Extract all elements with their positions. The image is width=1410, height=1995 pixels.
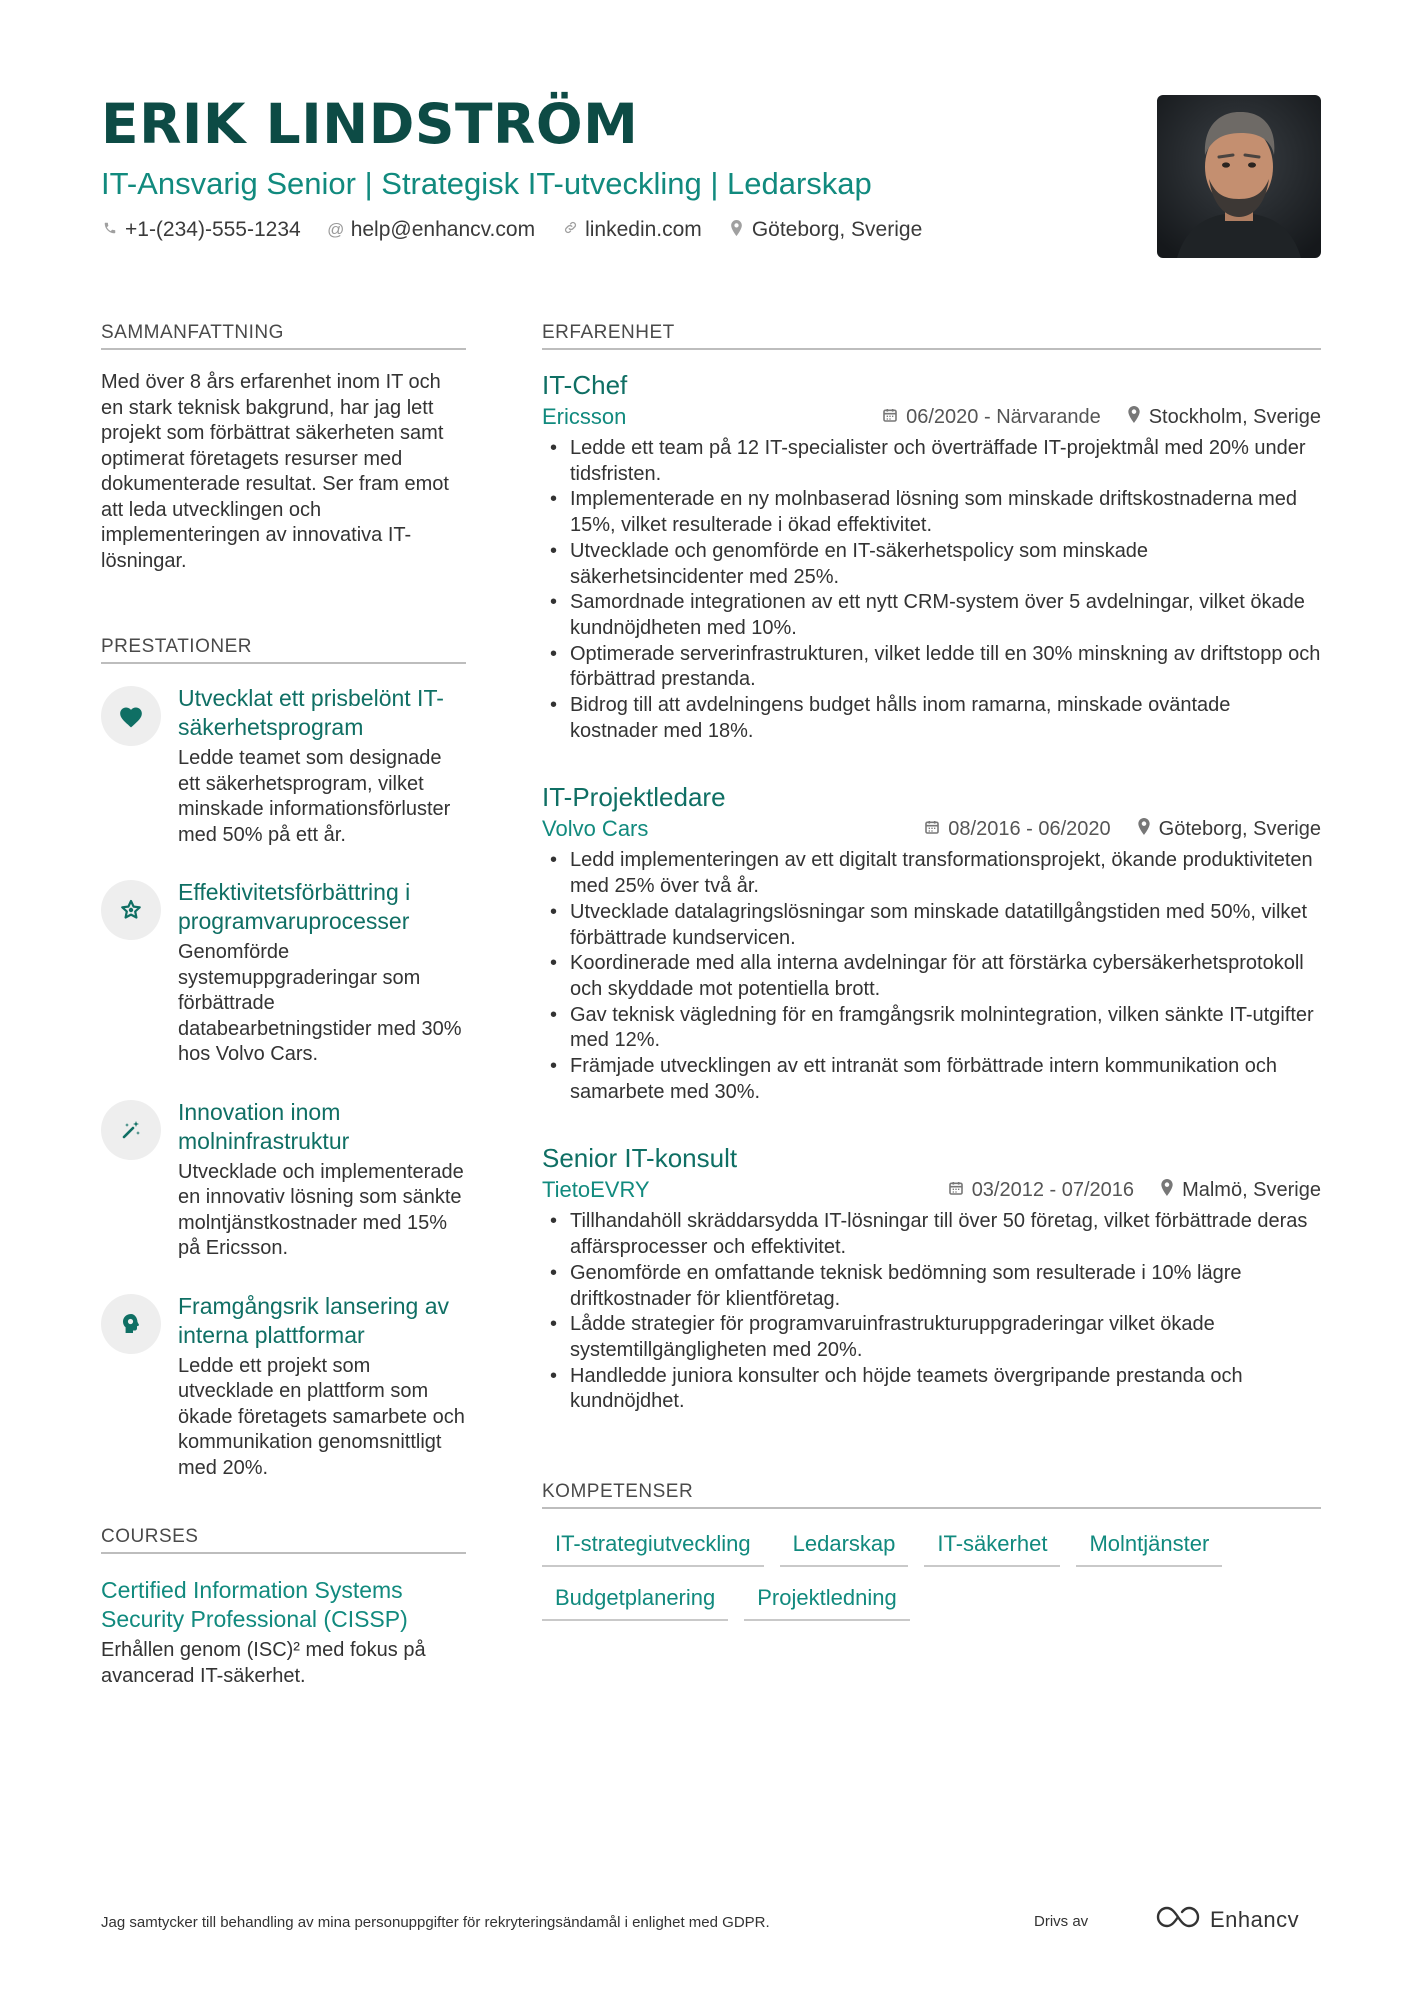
head-idea-icon [101, 1294, 161, 1354]
contact-location [728, 218, 922, 242]
job-location: Stockholm, Sverige [1148, 405, 1321, 428]
achievement-text: Genomförde systemuppgraderingar som förbättrade databearbetningstider med 30% hos Volvo Cars. [178, 941, 462, 1065]
contact-linkedin[interactable] [561, 218, 702, 242]
job-entry [542, 780, 1321, 1105]
job-role: IT-Projektledare [542, 782, 726, 813]
bullet-item: • Genomförde en omfattande teknisk bedömning som resulterade i 10% lägre driftkostnader för klientföretag. [542, 1261, 1321, 1312]
job-role: IT-Chef [542, 370, 628, 400]
magic-wand-icon [101, 1100, 161, 1160]
bullet-item: • Tillhandahöll skräddarsydda IT-lösningar till över 50 företag, vilket förbättrade deras affärsprocesser och effektivitet. [542, 1209, 1321, 1260]
calendar-icon [924, 819, 940, 840]
skill-tag: Budgetplanering [542, 1581, 728, 1621]
contact-phone[interactable] [101, 218, 301, 242]
contact-location-text: Göteborg, Sverige [751, 218, 923, 241]
achievement-text: Ledde teamet som designade ett säkerhetsprogram, vilket minskade informationsförluster med 50% på ett år. [178, 747, 451, 846]
calendar-icon [948, 1180, 964, 1201]
bullet-item: • Ledde ett team på 12 IT-specialister och överträffade IT-projektmål med 20% under tidsfristen. [542, 436, 1321, 487]
job-company: Volvo Cars [542, 816, 649, 842]
skill-tag: Projektledning [744, 1581, 909, 1621]
courses-heading: COURSES [101, 1526, 466, 1554]
bullet-item: • Samordnade integrationen av ett nytt CRM-system över 5 avdelningar, vilket ökade kundnöjdheten med 10%. [542, 590, 1321, 641]
job-entry [542, 1141, 1321, 1415]
bullet-item: • Ledd implementeringen av ett digitalt transformationsprojekt, ökande produktiviteten med 25% över två år. [542, 848, 1321, 899]
bullet-item: • Främjade utvecklingen av ett intranät som förbättrade intern kommunikation och samarbete med 30%. [542, 1054, 1321, 1105]
contact-email-text: help@enhancv.com [350, 218, 536, 241]
skill-tag: IT-strategiutveckling [542, 1527, 764, 1567]
calendar-icon [882, 407, 898, 428]
achievement-title: Framgångsrik lansering av interna plattformar [178, 1292, 450, 1348]
job-dates: 06/2020 - Närvarande [906, 405, 1101, 428]
candidate-name: ERIK LINDSTRÖM [101, 92, 639, 156]
bullet-item: • Optimerade serverinfrastrukturen, vilket ledde till en 30% minskning av driftstopp och förbättrad prestanda. [542, 642, 1321, 693]
bullet-item: • Implementerade en ny molnbaserad lösning som minskade driftskostnaderna med 15%, vilket resulterade i ökad effektivitet. [542, 487, 1321, 538]
experience-heading: ERFARENHET [542, 322, 1321, 350]
achievement-item [101, 1292, 466, 1482]
job-company: Ericsson [542, 404, 627, 429]
achievement-item [101, 878, 466, 1068]
job-role: Senior IT-konsult [542, 1143, 738, 1174]
course-text: Erhållen genom (ISC)² med fokus på avancerad IT-säkerhet. [101, 1639, 426, 1687]
location-pin-icon [1160, 1179, 1174, 1201]
bullet-item: • Lådde strategier för programvaruinfrastrukturuppgraderingar vilket ökade systemtillgängligheten med 20%. [542, 1312, 1321, 1363]
footer [101, 1904, 1321, 1944]
course-title: Certified Information Systems Security Professional (CISSP) [101, 1577, 408, 1632]
achievement-item [101, 684, 466, 848]
skill-tag: IT-säkerhet [924, 1527, 1060, 1567]
achievement-text: Ledde ett projekt som utvecklade en plattform som ökade företagets samarbete och kommunikation genomsnittligt med 20%. [178, 1354, 465, 1479]
at-icon: @ [327, 220, 345, 239]
enhancv-logo[interactable] [1154, 1904, 1299, 1935]
resume-header [101, 88, 1321, 268]
right-column [542, 322, 1321, 1621]
heart-icon [101, 686, 161, 746]
brand-name: Enhancv [1210, 1906, 1300, 1932]
summary-text: Med över 8 års erfarenhet inom IT och en stark teknisk bakgrund, har jag lett projekt som förbättrat säkerheten samt optimerat företagets resurser med dokumenterade resultat. Ser fram emot att leda utvecklingen och implementeringen av innovativa IT-lösningar. [101, 371, 449, 572]
skills-list [542, 1527, 1321, 1621]
powered-by-label: Drivs av [1034, 1913, 1089, 1930]
job-bullets [542, 848, 1321, 1105]
candidate-title: IT-Ansvarig Senior | Strategisk IT-utveckling | Ledarskap [101, 166, 872, 201]
achievement-title: Innovation inom molninfrastruktur [178, 1098, 350, 1154]
skill-tag: Ledarskap [780, 1527, 909, 1567]
profile-photo [1157, 95, 1321, 258]
summary-heading: SAMMANFATTNING [101, 322, 466, 350]
bullet-item: • Utvecklade datalagringslösningar som minskade datatillgångstiden med 50%, vilket förbättrade kundservicen. [542, 900, 1321, 951]
summary-section [101, 322, 466, 574]
job-dates: 03/2012 - 07/2016 [971, 1178, 1135, 1201]
achievements-heading: PRESTATIONER [101, 636, 466, 664]
achievement-item [101, 1098, 466, 1262]
phone-icon [101, 220, 119, 240]
star-icon [101, 880, 161, 940]
job-location: Göteborg, Sverige [1158, 817, 1321, 840]
infinity-logo-icon [1154, 1904, 1202, 1935]
contact-phone-text: +1-(234)-555-1234 [125, 218, 301, 241]
job-entry [542, 368, 1321, 744]
job-company: TietoEVRY [542, 1177, 650, 1203]
bullet-item: • Bidrog till att avdelningens budget hålls inom ramarna, minskade oväntade kostnader med 18%. [542, 693, 1321, 744]
left-column [101, 322, 466, 1689]
achievement-text: Utvecklade och implementerade en innovativ lösning som sänkte molntjänstkostnader med 15% på Ericsson. [178, 1160, 464, 1259]
location-pin-icon [1137, 818, 1151, 840]
gdpr-consent: Jag samtycker till behandling av mina personuppgifter för rekryteringsändamål i enlighet med GDPR. [101, 1914, 770, 1931]
contact-email[interactable] [327, 218, 535, 242]
skills-section [542, 1481, 1321, 1621]
achievement-title: Utvecklat ett prisbelönt IT-säkerhetsprogram [178, 685, 444, 740]
job-location: Malmö, Sverige [1182, 1178, 1321, 1201]
courses-section [101, 1526, 466, 1689]
job-bullets [542, 1209, 1321, 1415]
achievements-section [101, 636, 466, 1481]
link-icon [561, 220, 579, 240]
job-dates: 08/2016 - 06/2020 [948, 817, 1111, 840]
bullet-item: • Handledde juniora konsulter och höjde teamets övergripande prestanda och kundnöjdhet. [542, 1364, 1321, 1415]
experience-section [542, 322, 1321, 1415]
skills-heading: KOMPETENSER [542, 1481, 1321, 1509]
achievement-title: Effektivitetsförbättring i programvaruprocesser [178, 879, 411, 934]
skill-tag: Molntjänster [1076, 1527, 1222, 1567]
location-pin-icon [1127, 406, 1141, 428]
job-bullets [542, 436, 1321, 744]
bullet-item: • Utvecklade och genomförde en IT-säkerhetspolicy som minskade säkerhetsincidenter med 25%. [542, 539, 1321, 590]
contact-bar [101, 218, 1321, 242]
location-pin-icon [728, 220, 746, 241]
bullet-item: • Koordinerade med alla interna avdelningar för att förstärka cybersäkerhetsprotokoll och skyddade mot potentiella brott. [542, 951, 1321, 1002]
contact-linkedin-text: linkedin.com [585, 218, 702, 241]
bullet-item: • Gav teknisk vägledning för en framgångsrik molnintegration, vilken sänkte IT-utgifter med 12%. [542, 1003, 1321, 1054]
